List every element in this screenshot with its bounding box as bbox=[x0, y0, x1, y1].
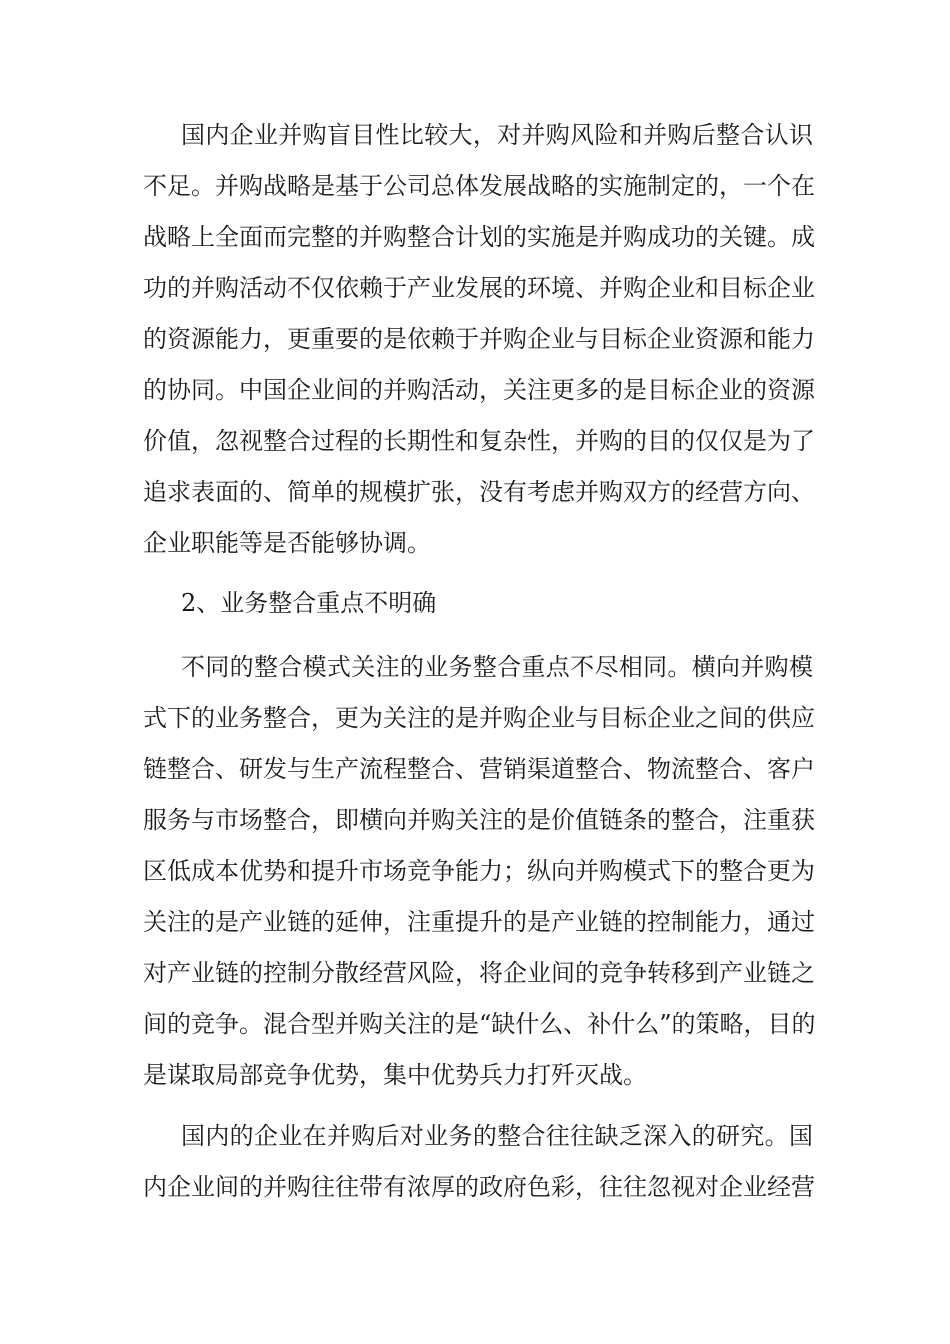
paragraph-2-line-9: 是谋取局部竞争优势，集中优势兵力打歼灭战。 bbox=[143, 1061, 647, 1089]
paragraph-2-line-6: 关注的是产业链的延伸，注重提升的是产业链的控制能力，通过 bbox=[143, 908, 815, 936]
paragraph-3-line-1: 国内的企业在并购后对业务的整合往往缺乏深入的研究。国 bbox=[181, 1122, 813, 1150]
paragraph-1-line-1: 国内企业并购盲目性比较大，对并购风险和并购后整合认识 bbox=[181, 121, 813, 149]
paragraph-2-line-7: 对产业链的控制分散经营风险，将企业间的竞争转移到产业链之 bbox=[143, 959, 815, 987]
paragraph-1-line-4: 功的并购活动不仅依赖于产业发展的环境、并购企业和目标企业 bbox=[143, 274, 815, 302]
paragraph-2-line-2: 式下的业务整合，更为关注的是并购企业与目标企业之间的供应 bbox=[143, 704, 815, 732]
paragraph-2-line-5: 区低成本优势和提升市场竞争能力；纵向并购模式下的整合更为 bbox=[143, 857, 815, 885]
paragraph-1-line-7: 价值，忽视整合过程的长期性和复杂性，并购的目的仅仅是为了 bbox=[143, 427, 815, 455]
paragraph-2-line-1: 不同的整合模式关注的业务整合重点不尽相同。横向并购模 bbox=[181, 653, 813, 681]
paragraph-1-line-5: 的资源能力，更重要的是依赖于并购企业与目标企业资源和能力 bbox=[143, 325, 815, 353]
section-heading: 2、业务整合重点不明确 bbox=[181, 589, 437, 617]
paragraph-1-line-9: 企业职能等是否能够协调。 bbox=[143, 529, 431, 557]
paragraph-1-line-3: 战略上全面而完整的并购整合计划的实施是并购成功的关键。成 bbox=[143, 223, 815, 251]
paragraph-1-line-6: 的协同。中国企业间的并购活动，关注更多的是目标企业的资源 bbox=[143, 376, 815, 404]
paragraph-3-line-2: 内企业间的并购往往带有浓厚的政府色彩，往往忽视对企业经营 bbox=[143, 1173, 815, 1201]
paragraph-1-line-2: 不足。并购战略是基于公司总体发展战略的实施制定的，一个在 bbox=[143, 172, 815, 200]
paragraph-2-line-4: 服务与市场整合，即横向并购关注的是价值链条的整合，注重获 bbox=[143, 806, 815, 834]
paragraph-2-line-8: 间的竞争。混合型并购关注的是“缺什么、补什么”的策略，目的 bbox=[143, 1010, 816, 1038]
paragraph-1-line-8: 追求表面的、简单的规模扩张，没有考虑并购双方的经营方向、 bbox=[143, 478, 815, 506]
paragraph-2-line-3: 链整合、研发与生产流程整合、营销渠道整合、物流整合、客户 bbox=[143, 755, 815, 783]
